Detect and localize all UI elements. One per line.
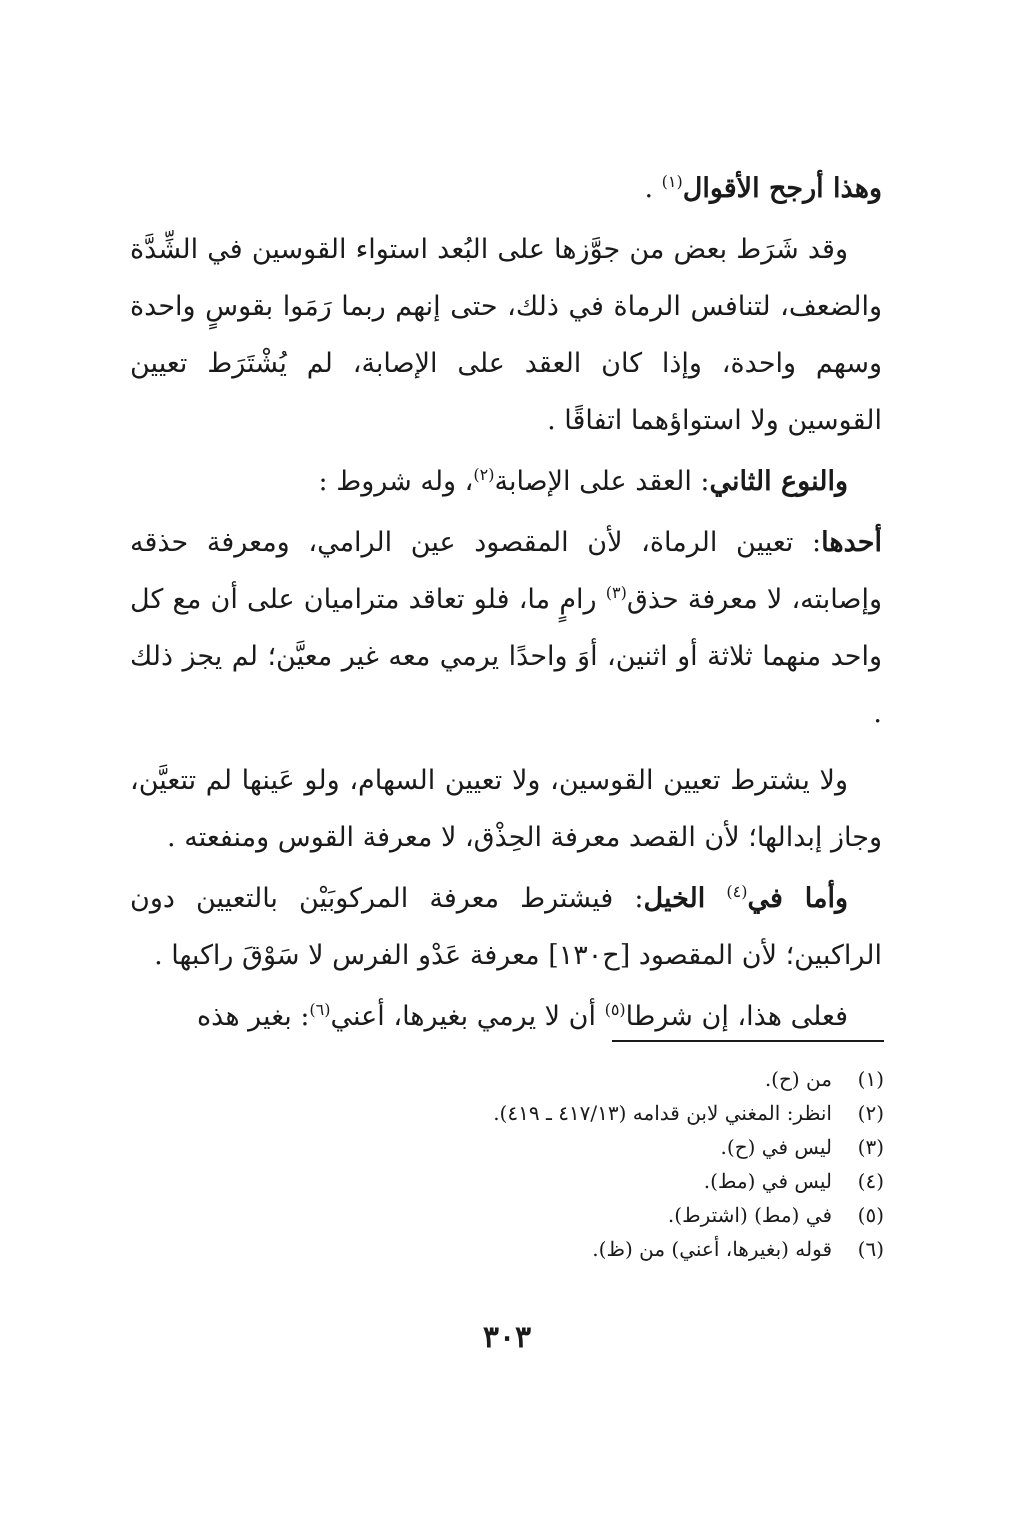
footnote-number: (١) [857, 1067, 884, 1091]
text-run: فعلى هذا، إن شرطا [625, 1001, 848, 1032]
footnote-text: من (ح). [764, 1067, 832, 1091]
footnote-marker: (٢) [473, 465, 495, 484]
paragraph [130, 160, 882, 217]
bold-text: وأما في [747, 883, 848, 914]
footnotes-list [284, 1062, 884, 1266]
footnote-marker: (٣) [605, 583, 627, 602]
bold-text: الخيل [643, 883, 706, 914]
footnote-number: (٣) [857, 1135, 884, 1159]
footnote-marker: (١) [661, 172, 683, 191]
footnote [284, 1198, 884, 1232]
bold-text: والنوع الثاني [709, 466, 848, 497]
footnote [284, 1062, 884, 1096]
text-run: . [644, 173, 662, 204]
footnote-divider [612, 1040, 884, 1042]
text-run: : فيشترط معرفة المركوبَيْن بالتعيين دون الراكبين؛ لأن المقصود [ح١٣٠] معرفة عَدْو الفرس لا سَوْقَ راكبها . [130, 883, 882, 971]
paragraph [130, 870, 882, 984]
text-run: ، وله شروط : [318, 466, 474, 497]
footnote-marker: (٦) [309, 1000, 331, 1019]
main-text [130, 160, 882, 1049]
bold-text: أحدها [821, 527, 882, 558]
text-run [705, 883, 726, 914]
footnote-number: (٦) [857, 1237, 884, 1261]
text-run: : العقد على الإصابة [494, 466, 710, 497]
bold-text: وهذا أرجح الأقوال [682, 173, 882, 204]
footnote-marker: (٤) [726, 882, 748, 901]
text-run: وقد شَرَط بعض من جوَّزها على البُعد استواء القوسين في الشِّدَّة والضعف، لتنافس الرماة في ذلك، حتى إنهم ربما رَمَوا بقوسٍ واحدة وسهم واحدة، وإذا كان العقد على الإصابة، لم يُشْتَرَط تعيين القوسين ولا استواؤهما اتفاقًا . [130, 234, 882, 436]
text-run: أن لا يرمي بغيرها، أعني [330, 1001, 605, 1032]
text-run: رامٍ ما، فلو تعاقد متراميان على أن مع كل واحد منهما ثلاثة أو اثنين، أوَ واحدًا يرمي معه غير معيَّن؛ لم يجز ذلك . [130, 584, 882, 729]
footnote-text: ليس في (ح). [720, 1135, 832, 1159]
paragraph [130, 988, 882, 1045]
text-run: : تعيين الرماة، لأن المقصود عين الرامي، ومعرفة حذقه وإصابته، لا معرفة حذق [130, 527, 882, 615]
paragraph [130, 221, 882, 449]
footnote-number: (٢) [857, 1101, 884, 1125]
footnote-number: (٥) [857, 1203, 884, 1227]
footnote-marker: (٥) [604, 1000, 626, 1019]
footnote [284, 1232, 884, 1266]
footnote [284, 1164, 884, 1198]
footnote-text: انظر: المغني لابن قدامه (٤١٧/١٣ ـ ٤١٩). [493, 1101, 832, 1125]
footnote-text: قوله (بغيرها، أعني) من (ظ). [592, 1237, 832, 1261]
footnote [284, 1130, 884, 1164]
footnote-number: (٤) [857, 1169, 884, 1193]
page-number: ٣٠٣ [482, 1320, 532, 1355]
text-run: : بغير هذه [197, 1001, 310, 1032]
footnote-text: ليس في (مط). [703, 1169, 832, 1193]
text-run: ولا يشترط تعيين القوسين، ولا تعيين السهام، ولو عَينها لم تتعيَّن، وجاز إبدالها؛ لأن القصد معرفة الحِذْق، لا معرفة القوس ومنفعته . [130, 765, 882, 853]
paragraph [130, 752, 882, 866]
paragraph [130, 453, 882, 510]
footnote [284, 1096, 884, 1130]
paragraph [130, 514, 882, 742]
footnote-text: في (مط) (اشترط). [667, 1203, 832, 1227]
